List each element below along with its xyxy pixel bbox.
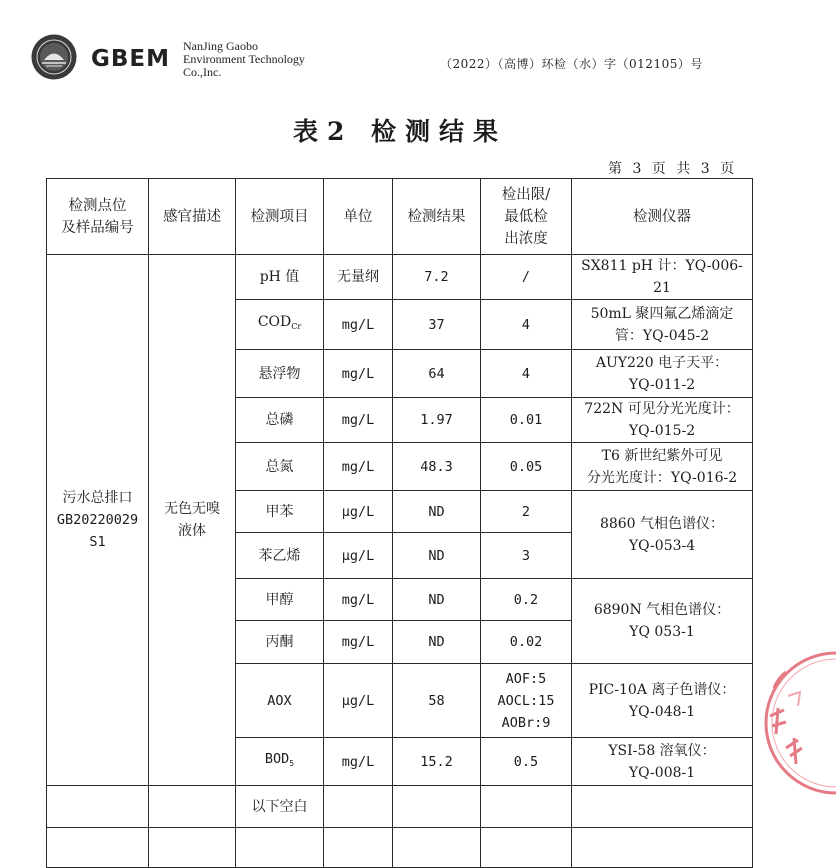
instrument-text: T6 新世纪紫外可见 <box>601 447 723 464</box>
instrument-text: 6890N 气相色谱仪： <box>593 602 731 618</box>
limit-cell: 0.2 <box>481 579 572 621</box>
empty-cell <box>47 828 149 868</box>
instrument-text: 管：YQ-045-2 <box>614 327 710 344</box>
sample-location-cell <box>47 255 149 786</box>
unit-cell: mg/L <box>324 579 393 621</box>
instrument-text: YQ-011-2 <box>628 376 696 393</box>
header-item: 检测项目 <box>236 179 324 255</box>
table-row-blank <box>47 786 753 828</box>
instrument-cell <box>572 443 753 491</box>
empty-cell <box>481 828 572 868</box>
instrument-text: 8860 气相色谱仪： <box>599 515 725 532</box>
limit-cell: 0.5 <box>481 738 572 786</box>
instrument-text: 分光光度计：YQ-016-2 <box>586 469 738 486</box>
result-cell: ND <box>393 579 481 621</box>
instrument-text: YQ 053-1 <box>629 624 695 640</box>
result-cell: 37 <box>393 300 481 350</box>
header-sensory: 感官描述 <box>149 179 236 255</box>
instrument-text: YQ-048-1 <box>628 703 696 720</box>
result-cell: 64 <box>393 350 481 398</box>
result-cell: 1.97 <box>393 398 481 443</box>
sensory-text: 无色无嗅 <box>164 501 220 517</box>
limit-cell: 3 <box>481 533 572 579</box>
instrument-text: 722N 可见分光光度计： <box>584 401 740 417</box>
instrument-cell <box>572 738 753 786</box>
instrument-text: YSI-58 溶氧仪： <box>608 742 716 759</box>
empty-cell <box>572 828 753 868</box>
empty-cell <box>47 786 149 828</box>
unit-cell: 无量纲 <box>324 255 393 300</box>
limit-cell: 0.02 <box>481 621 572 664</box>
sample-code: GB20220029 <box>56 512 139 528</box>
page-number: 第 3 页 共 3 页 <box>608 161 738 177</box>
unit-cell: mg/L <box>324 621 393 664</box>
empty-cell <box>324 786 393 828</box>
empty-cell <box>572 786 753 828</box>
item-cell: 丙酮 <box>236 621 324 664</box>
unit-cell: μg/L <box>324 664 393 738</box>
empty-cell <box>236 828 324 868</box>
header-unit: 单位 <box>324 179 393 255</box>
header-text: 检测点位 <box>68 197 127 214</box>
document-title: 表2 检测结果 <box>292 117 508 146</box>
logo-text: GBEM <box>91 46 171 72</box>
limit-cell: 0.05 <box>481 443 572 491</box>
item-cell: 总氮 <box>236 443 324 491</box>
company-logo-emblem <box>30 33 78 81</box>
result-cell: 58 <box>393 664 481 738</box>
limit-cell: 0.01 <box>481 398 572 443</box>
empty-cell <box>393 828 481 868</box>
result-cell: 15.2 <box>393 738 481 786</box>
limit-cell: 4 <box>481 300 572 350</box>
table-row <box>47 255 753 300</box>
sensory-text: 液体 <box>178 523 206 539</box>
item-subscript: Cr <box>291 322 302 331</box>
result-cell: 7.2 <box>393 255 481 300</box>
limit-cell <box>481 664 572 738</box>
unit-cell: mg/L <box>324 300 393 350</box>
item-subscript: 5 <box>289 759 295 768</box>
item-cell: 苯乙烯 <box>236 533 324 579</box>
limit-text: AOCL:15 <box>497 692 555 709</box>
empty-cell <box>149 828 236 868</box>
unit-cell: μg/L <box>324 491 393 533</box>
instrument-cell <box>572 664 753 738</box>
header-text: 最低检 <box>504 208 548 225</box>
header-text: 出浓度 <box>504 230 548 247</box>
instrument-text: YQ-053-4 <box>628 537 696 554</box>
company-name <box>183 40 305 79</box>
unit-cell: mg/L <box>324 398 393 443</box>
empty-cell <box>481 786 572 828</box>
report-number: （2022）（高博）环检（水）字（012105）号 <box>440 57 703 71</box>
instrument-text: YQ-008-1 <box>628 764 696 781</box>
item-cell: pH 值 <box>236 255 324 300</box>
instrument-text: PIC-10A 离子色谱仪： <box>588 681 736 698</box>
limit-cell: / <box>481 255 572 300</box>
instrument-text: YQ-015-2 <box>628 423 696 439</box>
unit-cell: mg/L <box>324 350 393 398</box>
empty-cell <box>393 786 481 828</box>
item-cell: 甲苯 <box>236 491 324 533</box>
item-text: BOD <box>264 751 290 767</box>
item-cell: 悬浮物 <box>236 350 324 398</box>
header-instrument: 检测仪器 <box>572 179 753 255</box>
sample-code: S1 <box>89 534 106 550</box>
instrument-cell <box>572 579 753 664</box>
empty-cell <box>324 828 393 868</box>
results-table <box>46 178 753 868</box>
company-name-line: NanJing Gaobo <box>183 39 258 53</box>
instrument-cell: SX811 pH 计：YQ-006-21 <box>572 255 753 300</box>
sample-location: 污水总排口 <box>62 490 133 506</box>
result-cell: ND <box>393 621 481 664</box>
result-cell: 48.3 <box>393 443 481 491</box>
item-cell: 总磷 <box>236 398 324 443</box>
unit-cell: mg/L <box>324 738 393 786</box>
result-cell: ND <box>393 533 481 579</box>
limit-cell: 4 <box>481 350 572 398</box>
company-name-line: Co.,Inc. <box>183 65 222 79</box>
item-cell <box>236 300 324 350</box>
item-text: COD <box>257 314 292 330</box>
header-limit <box>481 179 572 255</box>
item-cell <box>236 738 324 786</box>
header-location <box>47 179 149 255</box>
unit-cell: μg/L <box>324 533 393 579</box>
table-header-row <box>47 179 753 255</box>
header-text: 检出限/ <box>501 186 551 203</box>
instrument-text: AUY220 电子天平： <box>595 354 729 371</box>
result-cell: ND <box>393 491 481 533</box>
instrument-cell <box>572 491 753 579</box>
red-seal-stamp <box>758 648 836 798</box>
empty-cell <box>149 786 236 828</box>
limit-cell: 2 <box>481 491 572 533</box>
company-name-line: Environment Technology <box>183 52 305 66</box>
limit-text: AOBr:9 <box>501 714 551 731</box>
item-cell: AOX <box>236 664 324 738</box>
instrument-cell <box>572 300 753 350</box>
item-cell: 甲醇 <box>236 579 324 621</box>
header-result: 检测结果 <box>393 179 481 255</box>
table-row-empty <box>47 828 753 868</box>
instrument-cell <box>572 398 753 443</box>
header-text: 及样品编号 <box>61 219 134 236</box>
limit-text: AOF:5 <box>505 670 547 687</box>
blank-note: 以下空白 <box>236 786 324 828</box>
sensory-cell <box>149 255 236 786</box>
unit-cell: mg/L <box>324 443 393 491</box>
instrument-cell <box>572 350 753 398</box>
instrument-text: 50mL 聚四氟乙烯滴定 <box>590 305 734 322</box>
